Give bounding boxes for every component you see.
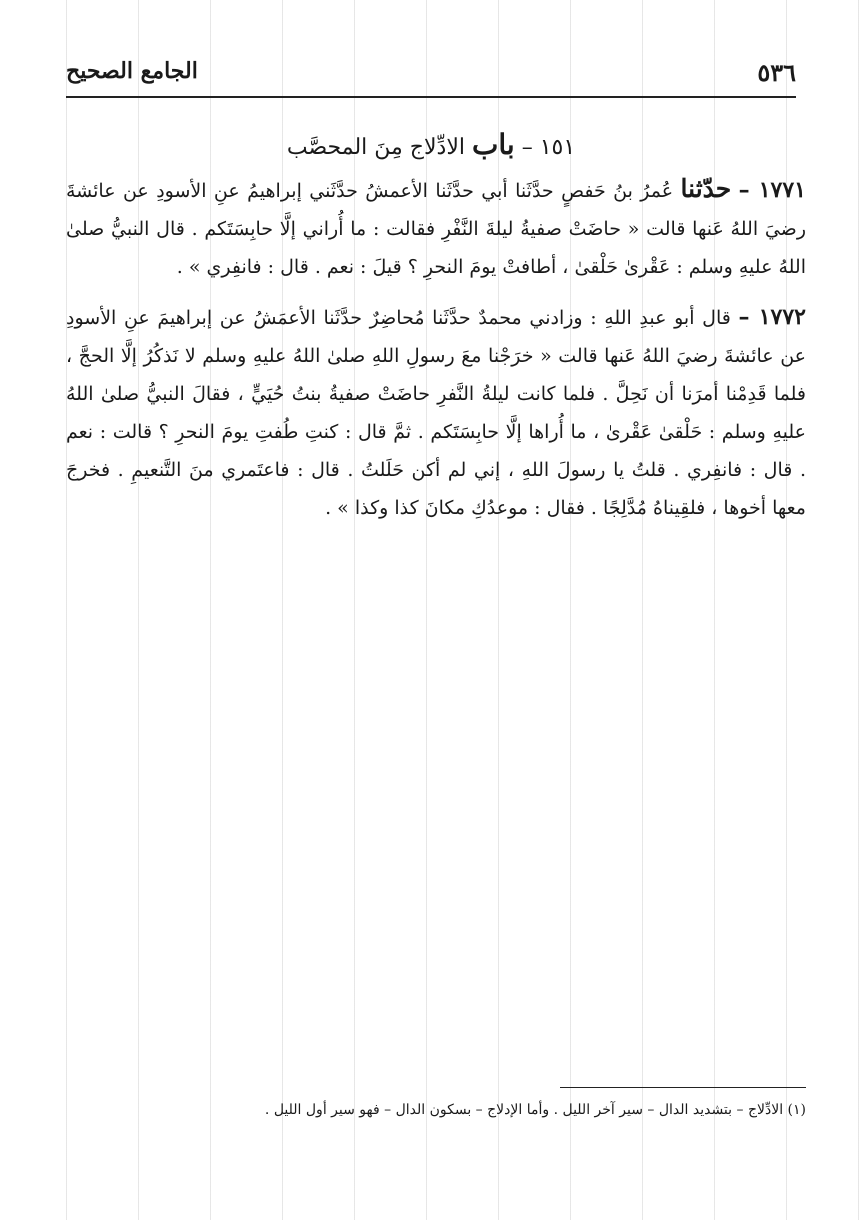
footnote-divider <box>560 1087 806 1088</box>
page-header <box>66 56 796 98</box>
hadith-text: عُمرُ بنُ حَفصٍ حدَّثَنا أبي حدَّثَنا الأعمشُ حدَّثَني إبراهيمُ عنِ الأسودِ عن عائشةَ رضيَ اللهُ عَنها قالت « حاضَتْ صفيةُ ليلةَ النَّفْرِ فقالت : ما أُراني إلَّا حابِسَتَكم . قال النبيُّ صلىٰ اللهُ عليهِ وسلم : عَقْرىٰ حَلْقىٰ ، أطافتْ يومَ النحرِ ؟ قيلَ : نعم . قال : فانفِري » . <box>66 180 806 278</box>
hadith-1771 <box>66 170 806 286</box>
hadith-text: قال أبو عبدِ اللهِ : وزادني محمدٌ حدَّثَنا مُحاضِرٌ حدَّثَنا الأعمَشُ عن إبراهيمَ عنِ الأسودِ عن عائشةَ رضيَ اللهُ عَنها قالت « خرَجْنا معَ رسولِ اللهِ صلىٰ اللهُ عليهِ وسلم لا نَذكُرُ إلَّا الحجَّ ، فلما قَدِمْنا أمرَنا أن نَحِلَّ . فلما كانت ليلةُ النَّفرِ حاضَتْ صفيةُ بنتُ حُيَيٍّ ، فقالَ النبيُّ صلىٰ اللهُ عليهِ وسلم : حَلْقىٰ عَقْرىٰ ، ما أُراها إلَّا حابِسَتَكم . ثمَّ قال : كنتِ طُفتِ يومَ النحرِ ؟ قالت : نعم . قال : فانفِري . قلتُ يا رسولَ اللهِ ، إني لم أكن حَلَلتُ . قال : فاعتَمري منَ التَّنعيمِ . فخرجَ معها أخوها ، فلقِيناهُ مُدَّلِجًا . فقال : موعدُكِ مكانَ كذا وكذا » . <box>66 307 806 519</box>
hadith-keyword: حدّثنا <box>680 174 732 203</box>
chapter-title: الادِّلاج مِنَ المحصَّب <box>286 135 465 160</box>
page-number: ٥٣٦ <box>757 58 796 87</box>
hadith-1772 <box>66 298 806 527</box>
footnote: (١) الادِّلاج – بتشديد الدال – سير آخر الليل . وأما الإدلاج – بسكون الدال – فهو سير أول الليل . <box>264 1102 806 1118</box>
chapter-heading <box>66 128 796 161</box>
hadith-number: ١٧٧١ – <box>738 177 806 203</box>
book-title: الجامع الصحيح <box>66 58 198 84</box>
chapter-number: ١٥١ – <box>521 135 576 160</box>
hadith-number: ١٧٧٢ – <box>738 304 806 330</box>
chapter-keyword: باب <box>472 128 515 161</box>
